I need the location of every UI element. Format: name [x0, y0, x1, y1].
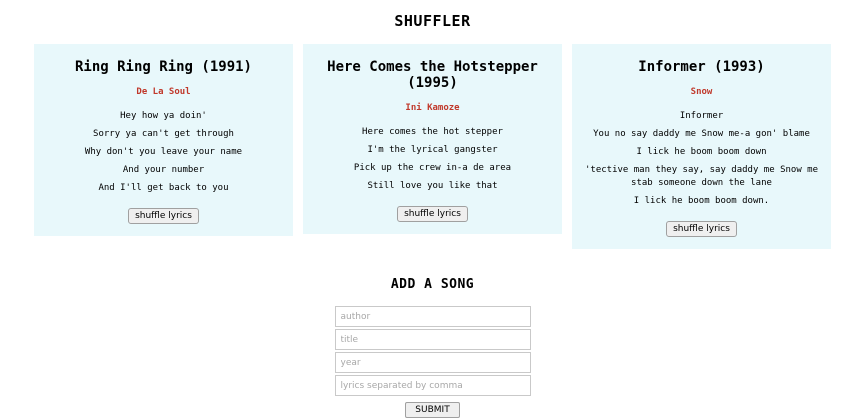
lyric-line: I lick he boom boom down	[636, 147, 767, 157]
song-card	[572, 44, 831, 249]
song-title: Here Comes the Hotstepper (1995)	[327, 59, 538, 91]
add-song-heading: ADD A SONG	[390, 277, 475, 292]
lyric-line: Still love you like that	[367, 181, 498, 191]
lyric-line: And I'll get back to you	[98, 183, 229, 193]
lyric-line: 'tective man they say, say daddy me Snow me stab someone down the lane	[585, 165, 818, 188]
song-author: Ini Kamoze	[405, 103, 460, 113]
page-title: SHUFFLER	[394, 12, 471, 30]
shuffle-lyrics-button[interactable]: shuffle lyrics	[128, 208, 199, 224]
shuffle-lyrics-button[interactable]: shuffle lyrics	[397, 206, 468, 222]
lyric-line: Sorry ya can't get through	[93, 129, 234, 139]
song-title: Informer (1993)	[638, 59, 765, 75]
add-song-form	[335, 306, 531, 418]
lyric-line: Hey how ya doin'	[120, 111, 207, 121]
lyric-line: Here comes the hot stepper	[362, 127, 503, 137]
author-input[interactable]	[335, 306, 531, 327]
year-input[interactable]	[335, 352, 531, 373]
shuffle-lyrics-button[interactable]: shuffle lyrics	[666, 221, 737, 237]
song-author: De La Soul	[136, 87, 191, 97]
lyric-line: Why don't you leave your name	[84, 147, 243, 157]
song-author: Snow	[690, 87, 713, 97]
lyric-line: You no say daddy me Snow me-a gon' blame	[593, 129, 810, 139]
song-card	[34, 44, 293, 236]
lyric-line: Informer	[679, 111, 724, 121]
song-card-list	[0, 44, 865, 249]
lyric-line: I'm the lyrical gangster	[367, 145, 498, 155]
song-title: Ring Ring Ring (1991)	[74, 59, 252, 75]
song-card	[303, 44, 562, 234]
lyric-line: And your number	[122, 165, 205, 175]
title-input[interactable]	[335, 329, 531, 350]
lyric-line: I lick he boom boom down.	[633, 196, 770, 206]
lyric-line: Pick up the crew in-a de area	[353, 163, 512, 173]
lyrics-input[interactable]	[335, 375, 531, 396]
submit-button[interactable]: SUBMIT	[405, 402, 459, 418]
